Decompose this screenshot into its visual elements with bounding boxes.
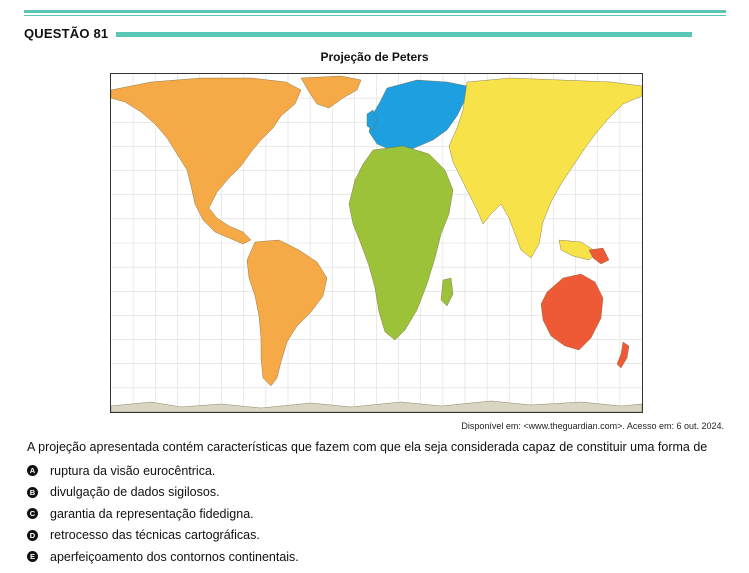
question-header bbox=[24, 26, 692, 41]
question-stem: A projeção apresentada contém características que fazem com que ela seja considerada capaz de constituir uma forma de bbox=[27, 440, 708, 454]
peters-projection-map bbox=[110, 73, 643, 413]
top-rule-thin bbox=[24, 15, 726, 16]
new-guinea bbox=[589, 248, 609, 264]
option-b-text: divulgação de dados sigilosos. bbox=[50, 485, 220, 500]
top-rule bbox=[24, 10, 726, 13]
madagascar bbox=[441, 278, 453, 306]
south-america bbox=[247, 240, 327, 386]
option-e[interactable] bbox=[27, 546, 299, 568]
option-c-badge: C bbox=[27, 508, 38, 519]
option-a-badge: A bbox=[27, 465, 38, 476]
option-e-badge: E bbox=[27, 551, 38, 562]
answer-options bbox=[27, 460, 299, 568]
africa bbox=[349, 146, 453, 340]
map-title: Projeção de Peters bbox=[320, 50, 429, 64]
option-b[interactable] bbox=[27, 482, 299, 504]
question-title: QUESTÃO 81 bbox=[24, 26, 109, 41]
map-source: Disponível em: <www.theguardian.com>. Acesso em: 6 out. 2024. bbox=[461, 421, 724, 431]
option-c-text: garantia da representação fidedigna. bbox=[50, 506, 254, 521]
option-e-text: aperfeiçoamento dos contornos continentais. bbox=[50, 549, 299, 564]
option-d-text: retrocesso das técnicas cartográficas. bbox=[50, 528, 260, 543]
option-d-badge: D bbox=[27, 530, 38, 541]
option-a-text: ruptura da visão eurocêntrica. bbox=[50, 463, 216, 478]
option-d[interactable] bbox=[27, 525, 299, 547]
option-a[interactable] bbox=[27, 460, 299, 482]
asia bbox=[449, 78, 642, 258]
option-c[interactable] bbox=[27, 503, 299, 525]
australia bbox=[541, 274, 603, 350]
header-bar bbox=[116, 32, 692, 37]
new-zealand bbox=[617, 342, 629, 368]
option-b-badge: B bbox=[27, 487, 38, 498]
